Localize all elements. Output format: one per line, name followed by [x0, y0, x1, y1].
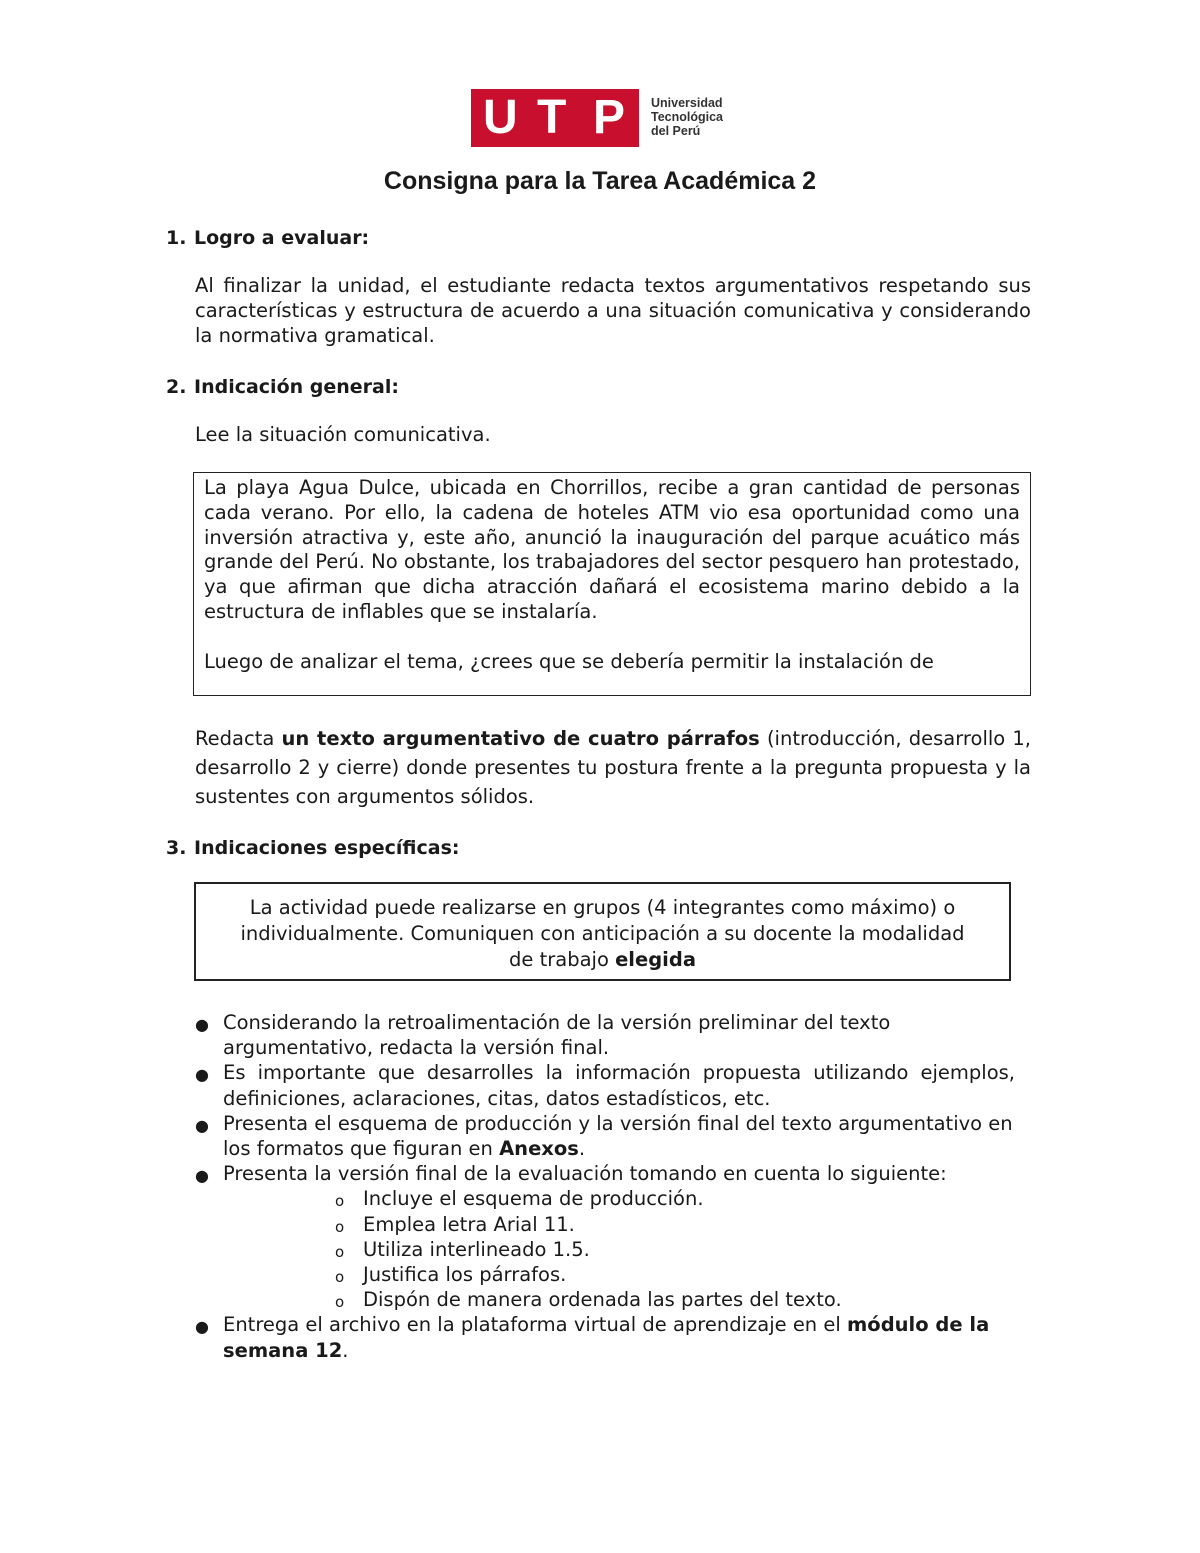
sub-item-text: Dispón de manera ordenada las partes del texto. — [363, 1288, 842, 1312]
bullet-2-text: Es importante que desarrolles la información propuesta utilizando ejemplos, definiciones, aclaraciones, citas, datos estadísticos, etc. — [223, 1061, 1015, 1110]
case-question: Luego de analizar el tema, ¿crees que se debería permitir la instalación de — [204, 649, 934, 673]
logo-red-box — [471, 89, 639, 147]
task-post: (introducción, desarrollo 1, desarrollo 2 y cierre) donde presentes tu postura frente a la pregunta propuesta y la sustentes con argumentos sólidos. — [195, 727, 1032, 808]
note-box — [194, 882, 1011, 981]
case-text: La playa Agua Dulce, ubicada en Chorrillos, recibe a gran cantidad de personas cada verano. Por ello, la cadena de hoteles ATM vio esa oportunidad como una inversión atractiva y, este año, anunció la inauguración del parque acuático más grande del Perú. No obstante, los trabajadores del sector pesquero han protestado, ya que afirman que dicha atracción dañará el ecosistema marino debido a la estructura de inflables que se instalaría. — [204, 476, 1020, 623]
section-1-text: Al finalizar la unidad, el estudiante redacta textos argumentativos respetando sus características y estructura de acuerdo a una situación comunicativa y considerando la normativa gramatical. — [195, 274, 1031, 347]
note-bold: elegida — [615, 948, 696, 971]
logo-line-3: del Perú — [651, 124, 701, 138]
section-2-number: 2. — [166, 376, 187, 398]
sub-list-item — [335, 1262, 1015, 1287]
bullet-1-text: Considerando la retroalimentación de la versión preliminar del texto argumentativo, redacta la versión final. — [223, 1011, 891, 1060]
bullet-5-pre: Entrega el archivo en la plataforma virtual de aprendizaje en el — [223, 1313, 847, 1337]
section-1-number: 1. — [166, 227, 187, 249]
list-item — [195, 1111, 1015, 1161]
bullet-icon: ● — [195, 1015, 209, 1034]
section-2-heading — [166, 375, 399, 399]
sub-item-text: Emplea letra Arial 11. — [363, 1212, 575, 1236]
sub-item-text: Incluye el esquema de producción. — [363, 1187, 704, 1211]
bullet-icon: ● — [195, 1115, 209, 1135]
logo-letter-t: T — [537, 91, 567, 144]
logo-line-1: Universidad — [651, 96, 723, 110]
case-content — [204, 476, 1020, 674]
utp-logo — [471, 89, 731, 147]
list-item — [195, 1060, 1015, 1110]
bullet-3-pre: Presenta el esquema de producción y la versión final del texto argumentativo en los formatos que figuran en — [223, 1111, 1013, 1161]
logo-letter-u: U — [483, 91, 518, 144]
sub-list-item — [335, 1212, 1015, 1237]
section-1-heading — [166, 226, 369, 250]
bullet-5-bold: módulo de la semana 12 — [223, 1313, 990, 1362]
circle-bullet-icon: o — [335, 1293, 345, 1312]
circle-bullet-icon: o — [335, 1268, 345, 1287]
note-text — [236, 895, 969, 973]
sub-item-text: Justifica los párrafos. — [363, 1263, 567, 1287]
circle-bullet-icon: o — [335, 1217, 345, 1236]
sub-list — [223, 1186, 1015, 1312]
section-2-title: Indicación general: — [194, 376, 399, 398]
bullet-icon: ● — [195, 1166, 209, 1186]
logo-letter-p: P — [593, 91, 626, 144]
circle-bullet-icon: o — [335, 1242, 345, 1261]
sub-item-text: Utiliza interlineado 1.5. — [363, 1237, 590, 1261]
section-3-title: Indicaciones específicas: — [194, 837, 460, 859]
bullet-icon: ● — [195, 1065, 209, 1085]
bullet-icon: ● — [195, 1317, 209, 1337]
bullet-3-bold: Anexos — [499, 1137, 579, 1161]
section-2-intro: Lee la situación comunicativa. — [195, 423, 491, 446]
section-3-number: 3. — [166, 837, 187, 859]
section-3-heading — [166, 836, 460, 860]
case-box — [193, 472, 1031, 696]
sub-list-item — [335, 1287, 1015, 1312]
sub-list-item — [335, 1237, 1015, 1262]
note-pre: La actividad puede realizarse en grupos (4 integrantes como máximo) o individualmente. Comuniquen con anticipación a su docente la modalidad de trabajo — [240, 896, 965, 971]
sub-list-item — [335, 1186, 1015, 1211]
bullet-4-text: Presenta la versión final de la evaluación tomando en cuenta lo siguiente: — [223, 1162, 947, 1186]
list-item — [195, 1312, 1015, 1362]
page-title: Consigna para la Tarea Académica 2 — [383, 167, 817, 195]
logo-line-2: Tecnológica — [651, 110, 724, 124]
instructions-list — [195, 1010, 1015, 1363]
section-2-task — [195, 724, 1031, 811]
circle-bullet-icon: o — [335, 1192, 345, 1211]
task-pre: Redacta — [195, 727, 282, 750]
section-1-title: Logro a evaluar: — [194, 227, 370, 249]
list-item — [195, 1010, 1015, 1060]
bullet-3-post: . — [578, 1137, 586, 1161]
list-item — [195, 1161, 1015, 1312]
task-bold: un texto argumentativo de cuatro párrafos — [281, 727, 760, 750]
logo-wordmark — [651, 96, 723, 138]
bullet-5-post: . — [342, 1338, 349, 1362]
